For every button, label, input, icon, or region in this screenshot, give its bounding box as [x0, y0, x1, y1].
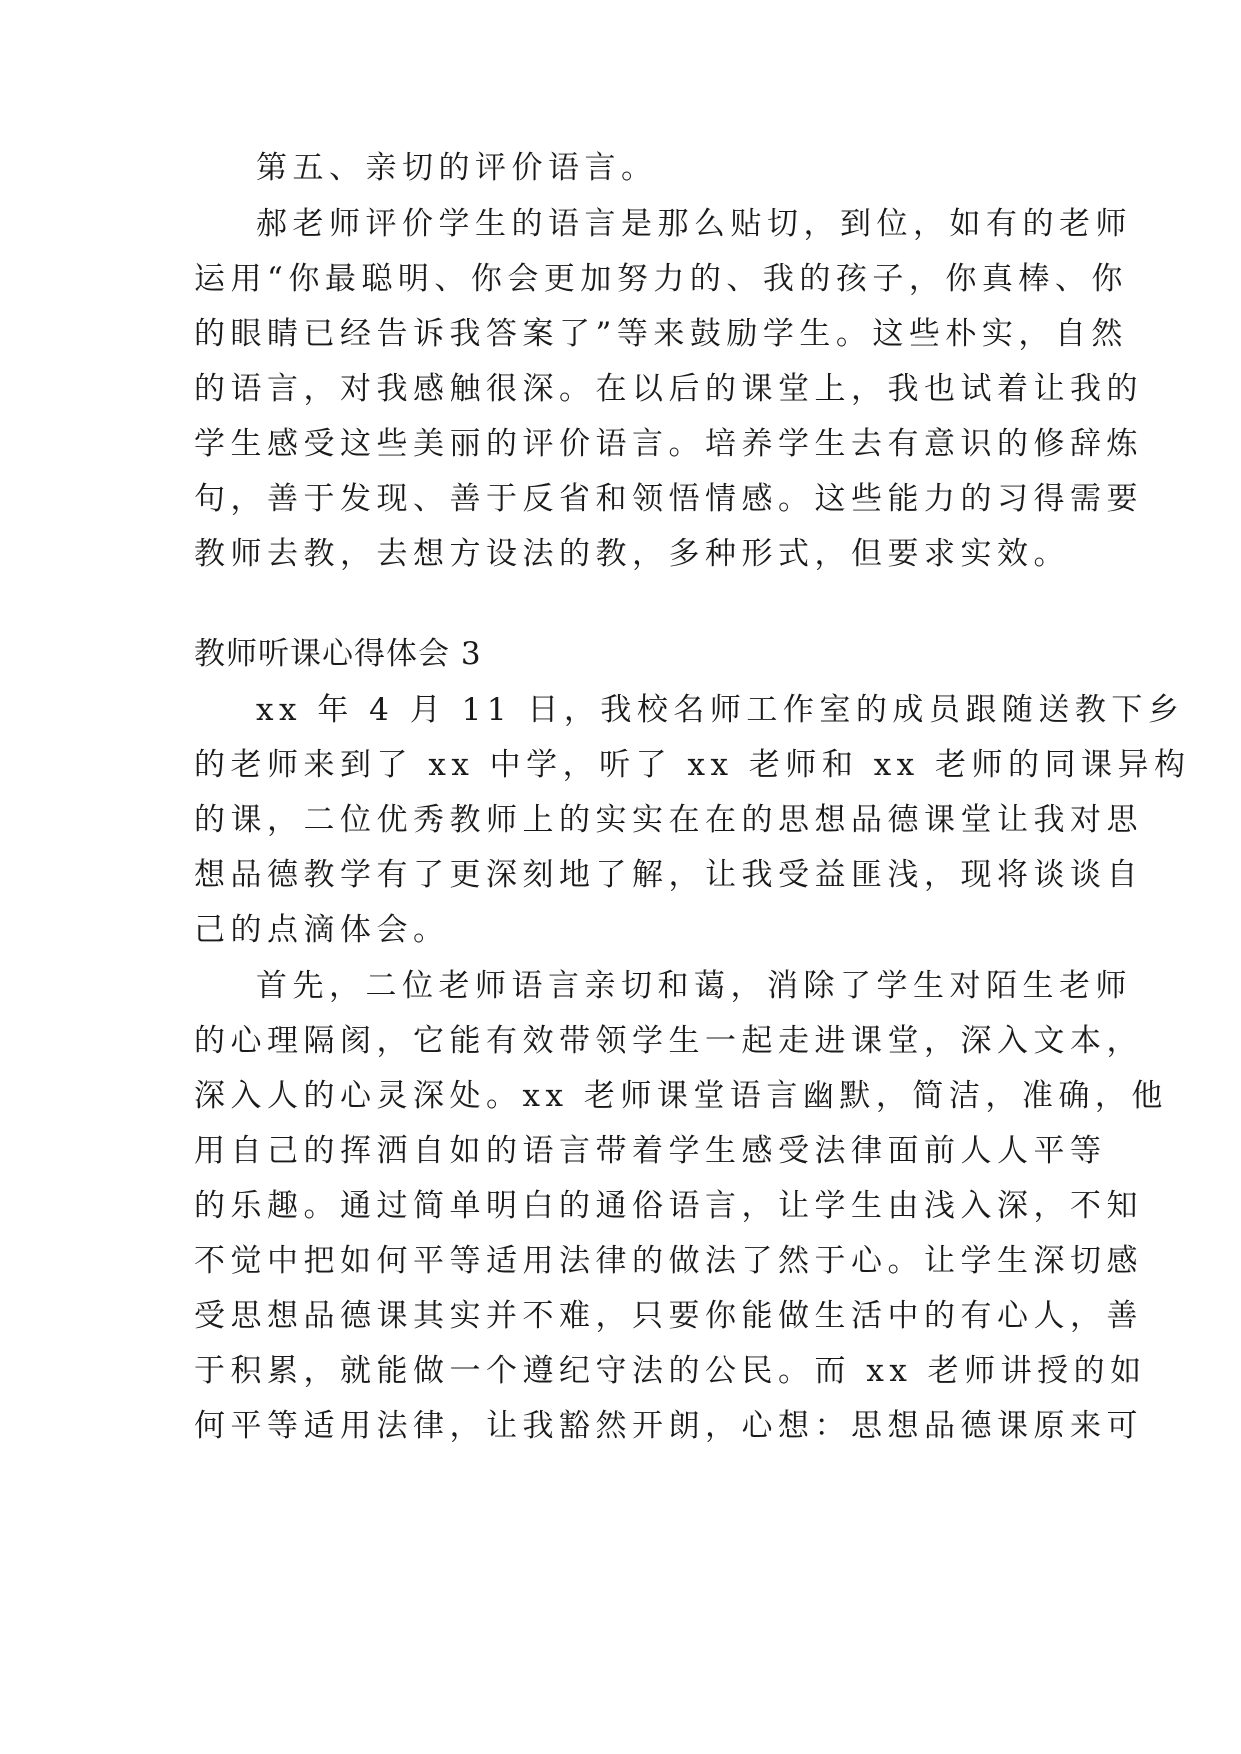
paragraph-line: 首先，二位老师语言亲切和蔼，消除了学生对陌生老师 [256, 968, 1132, 1004]
paragraph-line: 深入人的心灵深处。xx 老师课堂语言幽默，简洁，准确，他 [194, 1078, 1168, 1114]
section-heading: 第五、亲切的评价语言。 [256, 150, 658, 186]
paragraph-line: 学生感受这些美丽的评价语言。培养学生去有意识的修辞炼 [194, 426, 1143, 462]
paragraph-line: 句，善于发现、善于反省和领悟情感。这些能力的习得需要 [194, 481, 1143, 517]
paragraph-line: 的眼睛已经告诉我答案了”等来鼓励学生。这些朴实，自然 [194, 316, 1128, 352]
paragraph-line: 教师去教，去想方设法的教，多种形式，但要求实效。 [194, 536, 1070, 572]
paragraph-line: 郝老师评价学生的语言是那么贴切，到位，如有的老师 [256, 206, 1132, 242]
paragraph-line: 的心理隔阂，它能有效带领学生一起走进课堂，深入文本， [194, 1023, 1143, 1059]
paragraph-line: 不觉中把如何平等适用法律的做法了然于心。让学生深切感 [194, 1243, 1143, 1279]
paragraph-line: 己的点滴体会。 [194, 912, 450, 948]
paragraph-line: 于积累，就能做一个遵纪守法的公民。而 xx 老师讲授的如 [194, 1353, 1147, 1389]
essay-title: 教师听课心得体会 3 [194, 636, 482, 672]
paragraph-line: 的课，二位优秀教师上的实实在在的思想品德课堂让我对思 [194, 802, 1143, 838]
paragraph-line: 受思想品德课其实并不难，只要你能做生活中的有心人，善 [194, 1298, 1143, 1334]
paragraph-line: xx 年 4 月 11 日，我校名师工作室的成员跟随送教下乡 [256, 692, 1185, 728]
paragraph-line: 运用“你最聪明、你会更加努力的、我的孩子，你真棒、你 [194, 261, 1128, 297]
paragraph-line: 的语言，对我感触很深。在以后的课堂上，我也试着让我的 [194, 371, 1143, 407]
paragraph-line: 的乐趣。通过简单明白的通俗语言，让学生由浅入深，不知 [194, 1188, 1143, 1224]
paragraph-line: 何平等适用法律，让我豁然开朗，心想：思想品德课原来可 [194, 1408, 1143, 1444]
paragraph-line: 想品德教学有了更深刻地了解，让我受益匪浅，现将谈谈自 [194, 857, 1143, 893]
paragraph-line: 用自己的挥洒自如的语言带着学生感受法律面前人人平等 [194, 1133, 1107, 1169]
paragraph-line: 的老师来到了 xx 中学，听了 xx 老师和 xx 老师的同课异构 [194, 747, 1191, 783]
